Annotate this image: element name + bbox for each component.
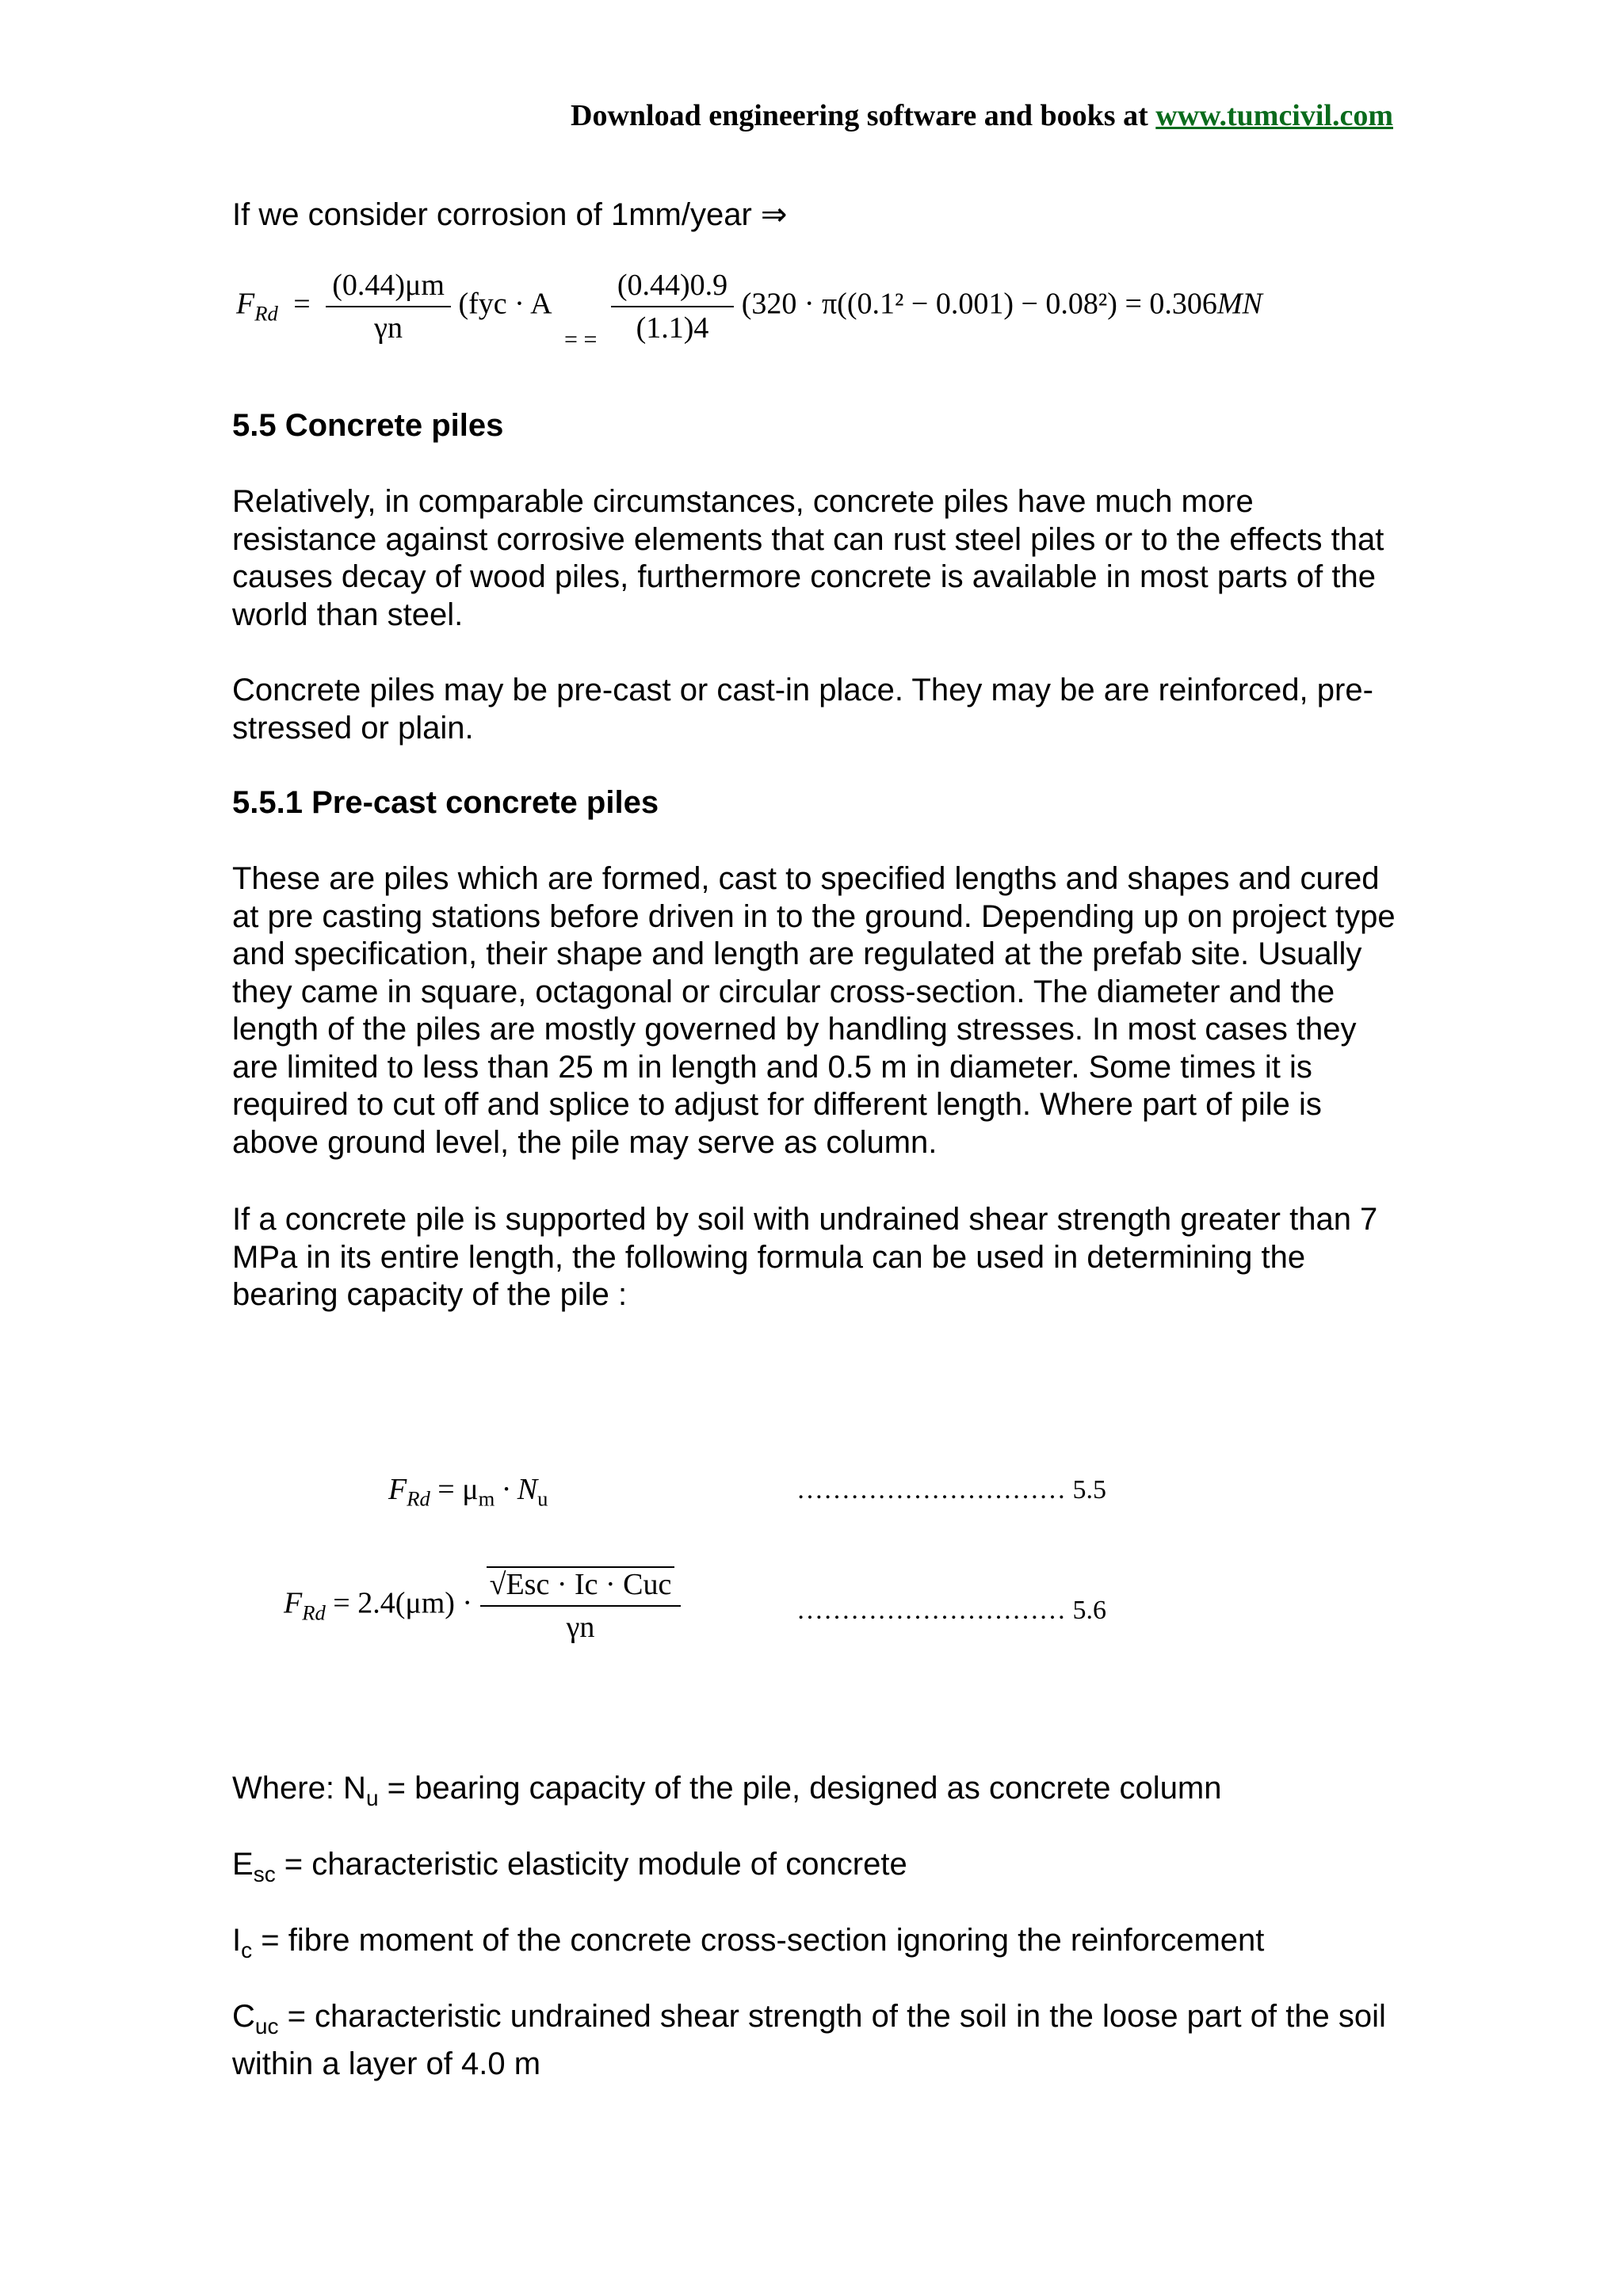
eq-middle: (fyc · A — [458, 287, 551, 321]
def-nu-sub: u — [365, 1786, 379, 1810]
eq-lhs: F — [236, 287, 255, 321]
def-ic-prefix: I — [232, 1923, 242, 1958]
eq-double-equals: = = — [564, 326, 598, 353]
equation-5-6 — [284, 1567, 681, 1645]
frac1-numerator: (0.44)μm — [326, 268, 451, 307]
header-text: Download engineering software and books at — [571, 99, 1156, 132]
eq-fraction-1 — [326, 268, 451, 345]
section-5-5-paragraph-2: Concrete piles may be pre-cast or cast-in place. They may be are reinforced, pre-stressed or plain. — [232, 673, 1373, 746]
eq55-dots: ………………………… — [796, 1475, 1066, 1505]
frac2-numerator: (0.44)0.9 — [611, 268, 734, 307]
equation-5-5 — [388, 1472, 548, 1512]
def-esc-prefix: E — [232, 1847, 254, 1882]
eq56-rhs: = 2.4(μm) · — [333, 1586, 473, 1620]
def-esc-sub: sc — [253, 1862, 276, 1886]
eq55-number: 5.5 — [1072, 1475, 1106, 1505]
eq56-numerator — [480, 1567, 682, 1607]
eq56-dots: ………………………… — [796, 1596, 1066, 1625]
frac2-denominator: (1.1)4 — [636, 311, 709, 345]
definition-nu — [232, 1770, 1405, 1817]
section-5-5-1-paragraph-1: These are piles which are formed, cast to specified lengths and shapes and cured at pre casting stations before driven in to the ground. Depending up on project type and specification, their shape and length are regulated at the prefab site. Usually they came in square, octagonal or circular cross-section. The diameter and the length of the piles are mostly governed by handling stresses. In most cases they are limited to less than 25 m in length and 0.5 m in diameter. Some times it is required to cut off and splice to adjust for different length. Where part of pile is above ground level, the pile may serve as column. — [232, 861, 1396, 1160]
equation-5-6-number — [796, 1596, 1106, 1626]
equation-corrosion: $F_{Rd}$ = $\frac{(0.44)\mu m}{\gamma n}$ (fyc · A $_{= =}$ $\frac{(0.44)0.9}{(1.1)4}$ (320 · π((0.1² − 0.001) − 0.08²) = 0.306MN — [236, 269, 1262, 353]
eq55-rhs: = μ — [437, 1473, 479, 1506]
section-5-5-1-paragraph-2: If a concrete pile is supported by soil with undrained shear strength greater than 7 MPa in its entire length, the following formula can be used in determining the bearing capacity of the pile : — [232, 1202, 1378, 1312]
eq55-rhs-sub: m — [478, 1486, 495, 1511]
eq56-fraction — [480, 1567, 682, 1645]
def-cuc-sub: uc — [254, 2014, 279, 2039]
eq-tail: (320 · π((0.1² − 0.001) − 0.08²) = 0.306 — [741, 287, 1217, 321]
header-link[interactable]: www.tumcivil.com — [1155, 99, 1393, 132]
def-ic-text: = fibre moment of the concrete cross-section ignoring the reinforcement — [252, 1923, 1265, 1958]
def-nu-prefix: Where: N — [232, 1771, 366, 1806]
definition-cuc — [232, 1998, 1405, 2083]
frac1-denominator: γn — [374, 311, 403, 345]
eq56-denominator: γn — [566, 1611, 595, 1644]
page-header — [571, 98, 1393, 133]
def-esc-text: = characteristic elasticity module of concrete — [275, 1847, 907, 1882]
eq56-number: 5.6 — [1072, 1596, 1106, 1625]
definition-ic — [232, 1922, 1405, 1970]
section-5-5-paragraph-1: Relatively, in comparable circumstances, concrete piles have much more resistance against corrosive elements that can rust steel piles or to the effects that causes decay of wood piles, furthermore concrete is available in most parts of the world than steel. — [232, 484, 1384, 632]
eq56-lhs-sub: Rd — [302, 1600, 326, 1625]
eq-lhs-sub: Rd — [254, 301, 278, 326]
eq55-lhs-sub: Rd — [407, 1486, 430, 1511]
eq55-rhs2: · N — [495, 1473, 538, 1506]
section-title-5-5-1: 5.5.1 Pre-cast concrete piles — [232, 785, 659, 820]
eq56-sqrt: √Esc · Ic · Cuc — [487, 1566, 675, 1601]
definition-esc — [232, 1846, 1405, 1894]
def-ic-sub: c — [241, 1938, 253, 1962]
def-cuc-text: = characteristic undrained shear strength of the soil in the loose part of the soil within a layer of 4.0 m — [232, 1999, 1386, 2081]
eq55-lhs: F — [388, 1473, 407, 1506]
section-title-5-5: 5.5 Concrete piles — [232, 408, 504, 443]
def-cuc-prefix: C — [232, 1999, 255, 2034]
def-nu-text: = bearing capacity of the pile, designed as concrete column — [378, 1771, 1222, 1806]
eq-fraction-2 — [611, 268, 734, 345]
equation-5-5-number — [796, 1475, 1106, 1505]
eq56-lhs: F — [284, 1586, 303, 1620]
corrosion-line: If we consider corrosion of 1mm/year ⇒ — [232, 197, 788, 232]
eq55-rhs2-sub: u — [537, 1486, 548, 1511]
eq-unit: MN — [1216, 287, 1262, 321]
